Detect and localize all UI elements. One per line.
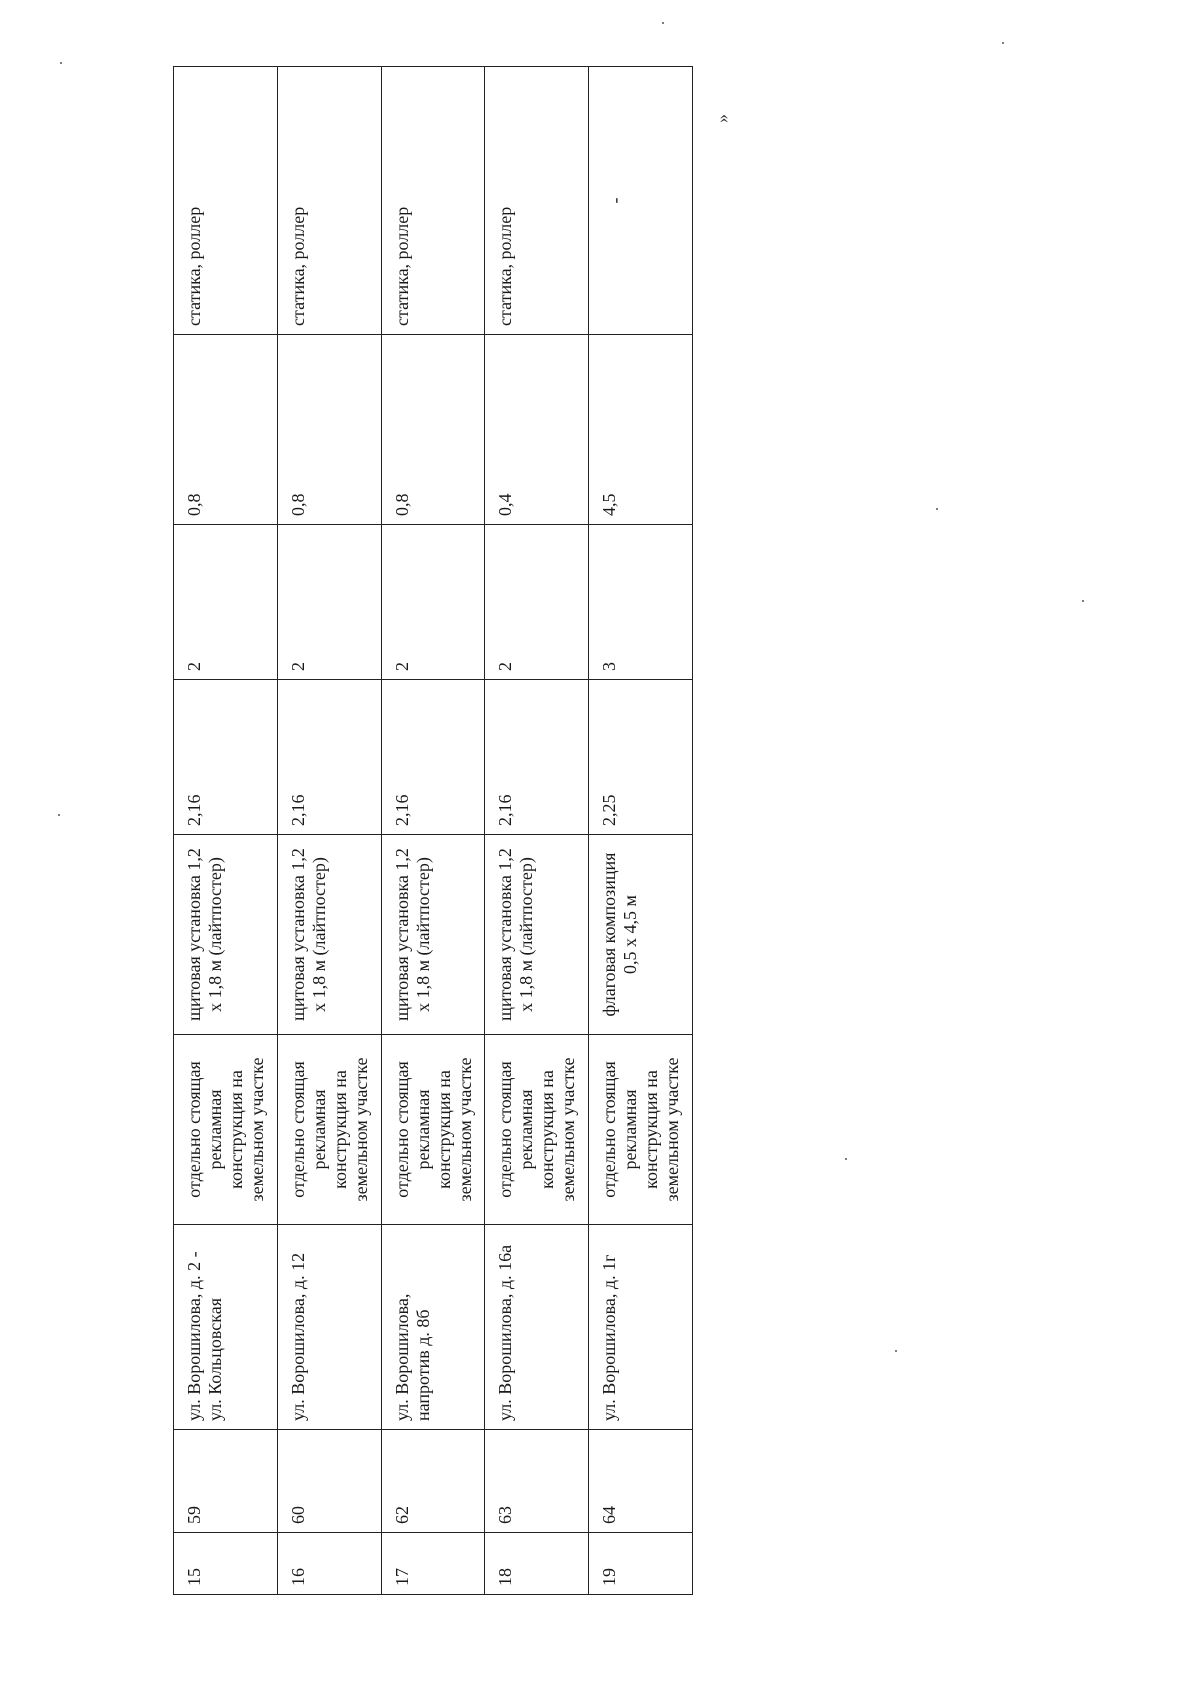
format-cell: [174, 835, 278, 1035]
technology-cell: [277, 67, 381, 335]
structure-type-cell: [277, 1035, 381, 1225]
area-cell-text: 2,16: [287, 794, 308, 826]
sides-cell-text: 2: [184, 662, 204, 671]
coefficient-cell: [174, 335, 278, 525]
scan-speck: [895, 1350, 897, 1352]
format-cell: [381, 835, 485, 1035]
row-number-cell-text: 18: [495, 1568, 516, 1586]
technology-cell-text: статика, роллер: [495, 206, 516, 326]
row-number-cell-text: 19: [599, 1568, 620, 1586]
structure-id-cell-text: 64: [599, 1506, 620, 1524]
structure-id-cell: [485, 1430, 589, 1533]
row-number-cell-text: 17: [391, 1568, 412, 1586]
row-number-cell: [485, 1533, 589, 1595]
technology-cell-text: статика, роллер: [391, 206, 412, 326]
format-cell: [485, 835, 589, 1035]
area-cell-text: 2,16: [495, 794, 516, 826]
area-cell-text: 2,25: [599, 794, 620, 826]
sides-cell-text: 2: [495, 662, 516, 671]
sides-cell-text: 2: [391, 662, 412, 671]
address-cell: [485, 1225, 589, 1430]
address-cell: [381, 1225, 485, 1430]
scan-speck: [1082, 600, 1084, 602]
technology-cell-text: статика, роллер: [287, 206, 308, 326]
sides-cell-text: 3: [599, 662, 620, 671]
table-row: [174, 67, 278, 1595]
row-number-cell: [381, 1533, 485, 1595]
structure-type-cell-text: отдельно стоящая рекламная конструкция на земельном участке: [391, 1057, 475, 1202]
address-cell-text: ул. Ворошилова, напротив д. 8б: [391, 1293, 433, 1421]
structure-type-cell-text: отдельно стоящая рекламная конструкция на земельном участке: [287, 1057, 371, 1202]
format-cell-text: щитовая установка 1,2 х 1,8 м (лайтпостер): [495, 848, 537, 1021]
structure-type-cell-text: отдельно стоящая рекламная конструкция на земельном участке: [184, 1057, 267, 1202]
row-number-cell-text: 15: [184, 1568, 204, 1586]
structure-id-cell-text: 60: [287, 1506, 308, 1524]
sides-cell: [381, 525, 485, 680]
scan-speck: [58, 814, 60, 816]
area-cell-text: 2,16: [391, 794, 412, 826]
coefficient-cell: [485, 335, 589, 525]
technology-cell: [381, 67, 485, 335]
row-number-cell-text: 16: [287, 1568, 308, 1586]
structure-type-cell: [589, 1035, 693, 1225]
area-cell-text: 2,16: [184, 794, 204, 826]
structure-type-cell: [381, 1035, 485, 1225]
technology-cell: [174, 67, 278, 335]
table-row: [589, 67, 693, 1595]
area-cell: [381, 680, 485, 835]
format-cell-text: флаговая композиция 0,5 х 4,5 м: [599, 852, 641, 1017]
address-cell: [277, 1225, 381, 1430]
technology-cell-text: статика, роллер: [184, 206, 204, 326]
technology-cell: [589, 67, 693, 335]
coefficient-cell-text: 0,4: [495, 493, 516, 516]
structure-type-cell-text: отдельно стоящая рекламная конструкция на земельном участке: [495, 1057, 579, 1202]
format-cell-text: щитовая установка 1,2 х 1,8 м (лайтпостер): [391, 848, 433, 1021]
structure-type-cell: [174, 1035, 278, 1225]
coefficient-cell: [277, 335, 381, 525]
closing-quote: »: [712, 114, 732, 123]
sides-cell-text: 2: [287, 662, 308, 671]
area-cell: [277, 680, 381, 835]
structure-type-cell-text: отдельно стоящая рекламная конструкция на земельном участке: [599, 1057, 683, 1202]
row-number-cell: [277, 1533, 381, 1595]
structure-id-cell-text: 62: [391, 1506, 412, 1524]
coefficient-cell-text: 0,8: [287, 493, 308, 516]
coefficient-cell-text: 4,5: [599, 493, 620, 516]
format-cell-text: щитовая установка 1,2 х 1,8 м (лайтпостер): [287, 848, 329, 1021]
coefficient-cell: [589, 335, 693, 525]
technology-cell-text: -: [605, 197, 626, 204]
row-number-cell: [589, 1533, 693, 1595]
structure-id-cell-text: 63: [495, 1506, 516, 1524]
scan-speck: [936, 508, 938, 510]
address-cell: [174, 1225, 278, 1430]
area-cell: [589, 680, 693, 835]
scan-speck: [662, 22, 664, 24]
format-cell-text: щитовая установка 1,2 х 1,8 м (лайтпостер): [184, 848, 225, 1021]
technology-cell: [485, 67, 589, 335]
advertising-structures-table: [173, 66, 693, 1595]
address-cell-text: ул. Ворошилова, д. 2 - ул. Кольцовская: [184, 1251, 225, 1421]
scan-speck: [845, 1158, 847, 1160]
structure-id-cell-text: 59: [184, 1506, 204, 1524]
sides-cell: [174, 525, 278, 680]
row-number-cell: [174, 1533, 278, 1595]
coefficient-cell-text: 0,8: [391, 493, 412, 516]
table-row: [277, 67, 381, 1595]
address-cell-text: ул. Ворошилова, д. 12: [287, 1252, 308, 1421]
sides-cell: [277, 525, 381, 680]
coefficient-cell: [381, 335, 485, 525]
coefficient-cell-text: 0,8: [184, 493, 204, 516]
scan-speck: [1002, 42, 1004, 44]
area-cell: [485, 680, 589, 835]
area-cell: [174, 680, 278, 835]
structure-type-cell: [485, 1035, 589, 1225]
scan-speck: [60, 62, 62, 64]
sides-cell: [589, 525, 693, 680]
structure-id-cell: [174, 1430, 278, 1533]
address-cell-text: ул. Ворошилова, д. 16а: [495, 1244, 516, 1421]
structure-id-cell: [589, 1430, 693, 1533]
rotated-table-wrapper: [173, 67, 693, 1595]
sides-cell: [485, 525, 589, 680]
format-cell: [589, 835, 693, 1035]
table-row: [485, 67, 589, 1595]
address-cell: [589, 1225, 693, 1430]
format-cell: [277, 835, 381, 1035]
structure-id-cell: [381, 1430, 485, 1533]
table-row: [381, 67, 485, 1595]
structure-id-cell: [277, 1430, 381, 1533]
address-cell-text: ул. Ворошилова, д. 1г: [599, 1254, 620, 1421]
